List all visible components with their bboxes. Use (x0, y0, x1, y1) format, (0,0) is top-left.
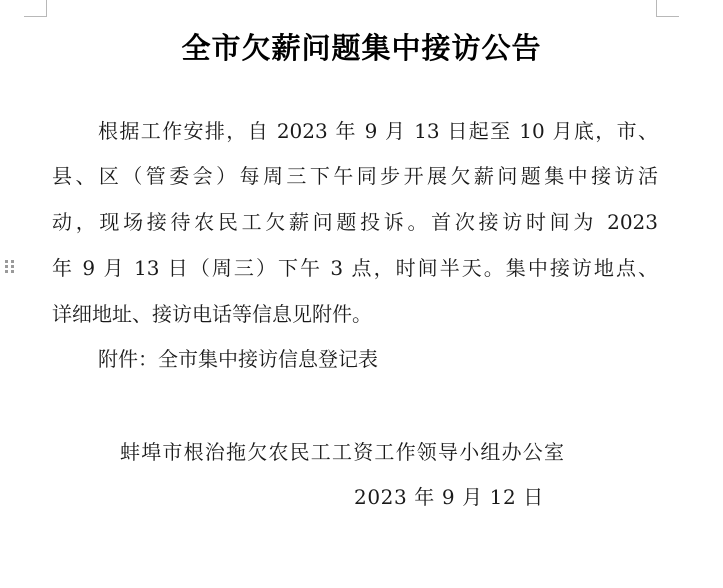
issuer-signature: 蚌埠市根治拖欠农民工工资工作领导小组办公室 (120, 440, 566, 464)
top-left-crop-mark (24, 0, 47, 17)
notice-title: 全市欠薪问题集中接访公告 (181, 31, 542, 65)
issue-date: 2023 年 9 月 12 日 (354, 485, 544, 509)
body-line-2: 县、区（管委会）每周三下午同步开展欠薪问题集中接访活 (52, 164, 658, 188)
body-line-3: 动，现场接待农民工欠薪问题投诉。首次接访时间为 2023 (52, 210, 658, 234)
top-right-crop-mark (656, 0, 679, 17)
body-line-1: 根据工作安排，自 2023 年 9 月 13 日起至 10 月底，市、 (98, 119, 658, 143)
paragraph-drag-handle-icon[interactable] (5, 260, 15, 274)
body-line-4: 年 9 月 13 日（周三）下午 3 点，时间半天。集中接访地点、 (52, 256, 658, 280)
body-line-5: 详细地址、接访电话等信息见附件。 (52, 302, 372, 326)
attachment-note: 附件：全市集中接访信息登记表 (98, 347, 378, 371)
